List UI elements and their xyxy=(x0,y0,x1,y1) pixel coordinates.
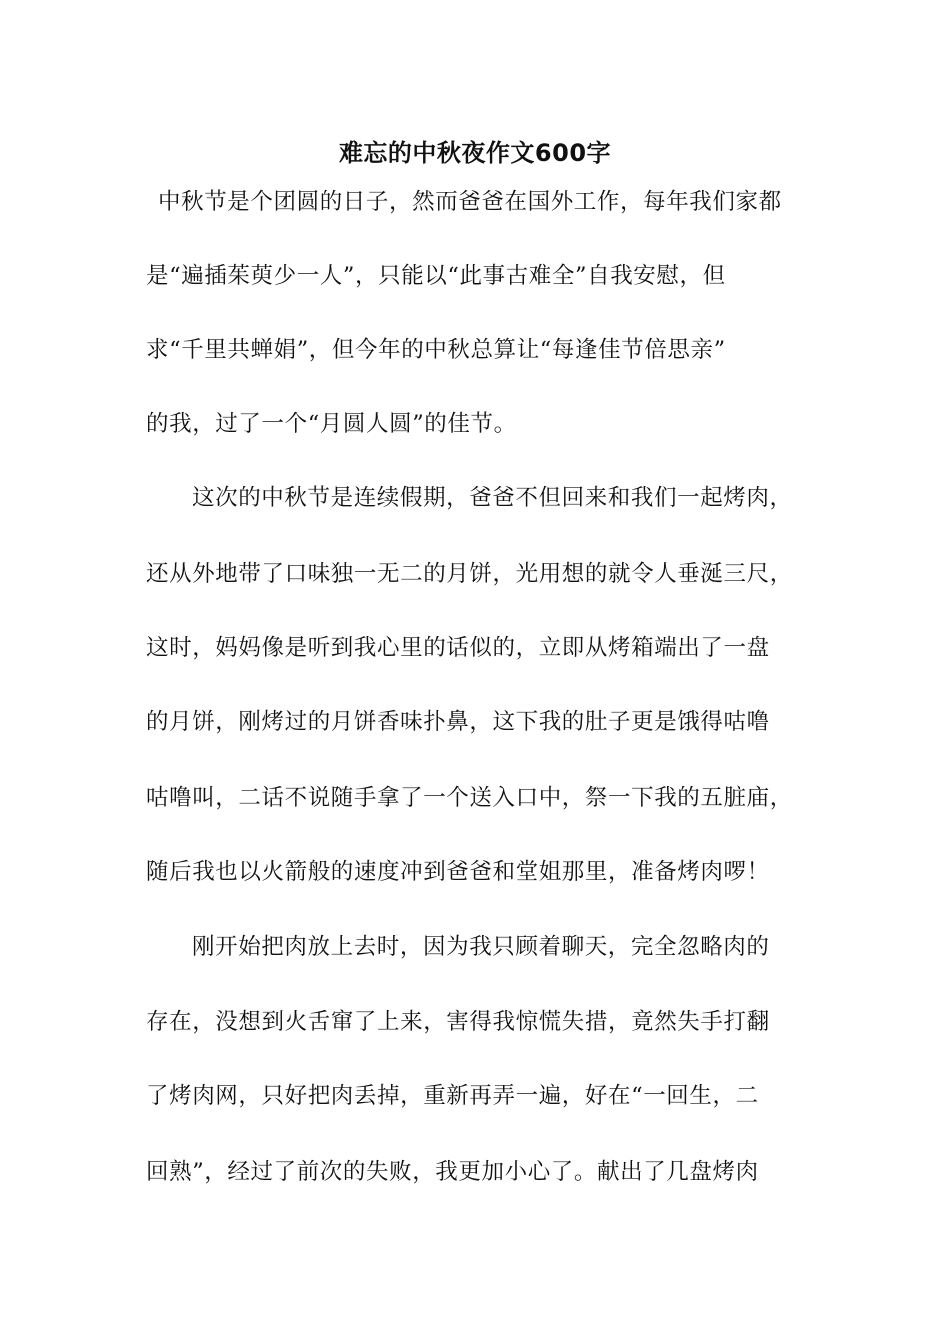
text-line-13: 了烤肉网，只好把肉丢掉，重新再弄一遍，好在“一回生，二 xyxy=(146,1083,759,1109)
text-line-8: 的月饼，刚烤过的月饼香味扑鼻，这下我的肚子更是饿得咕噜 xyxy=(146,709,770,735)
text-line-7: 这时，妈妈像是听到我心里的话似的，立即从烤箱端出了一盘 xyxy=(146,635,770,661)
text-line-6: 还从外地带了口味独一无二的月饼，光用想的就令人垂涎三尺， xyxy=(146,561,793,587)
text-line-11: 刚开始把肉放上去时，因为我只顾着聊天，完全忽略肉的 xyxy=(192,934,770,960)
document-title: 难忘的中秋夜作文600字 xyxy=(338,139,612,167)
text-line-4: 的我，过了一个“月圆人圆”的佳节。 xyxy=(146,411,517,437)
text-line-2: 是“遍插茱萸少一人”，只能以“此事古难全”自我安慰，但 xyxy=(146,263,726,289)
text-line-9: 咕噜叫，二话不说随手拿了一个送入口中，祭一下我的五脏庙， xyxy=(146,785,793,811)
text-line-1: 中秋节是个团圆的日子，然而爸爸在国外工作，每年我们家都 xyxy=(158,189,782,215)
text-line-14: 回熟”，经过了前次的失败，我更加小心了。献出了几盘烤肉 xyxy=(146,1159,759,1185)
text-line-5: 这次的中秋节是连续假期，爸爸不但回来和我们一起烤肉， xyxy=(192,485,793,511)
text-line-10: 随后我也以火箭般的速度冲到爸爸和堂姐那里，准备烤肉啰！ xyxy=(146,859,770,885)
text-line-3: 求“千里共蝉娟”，但今年的中秋总算让“每逢佳节倍思亲” xyxy=(146,337,726,363)
text-line-12: 存在，没想到火舌窜了上来，害得我惊慌失措，竟然失手打翻 xyxy=(146,1009,770,1035)
